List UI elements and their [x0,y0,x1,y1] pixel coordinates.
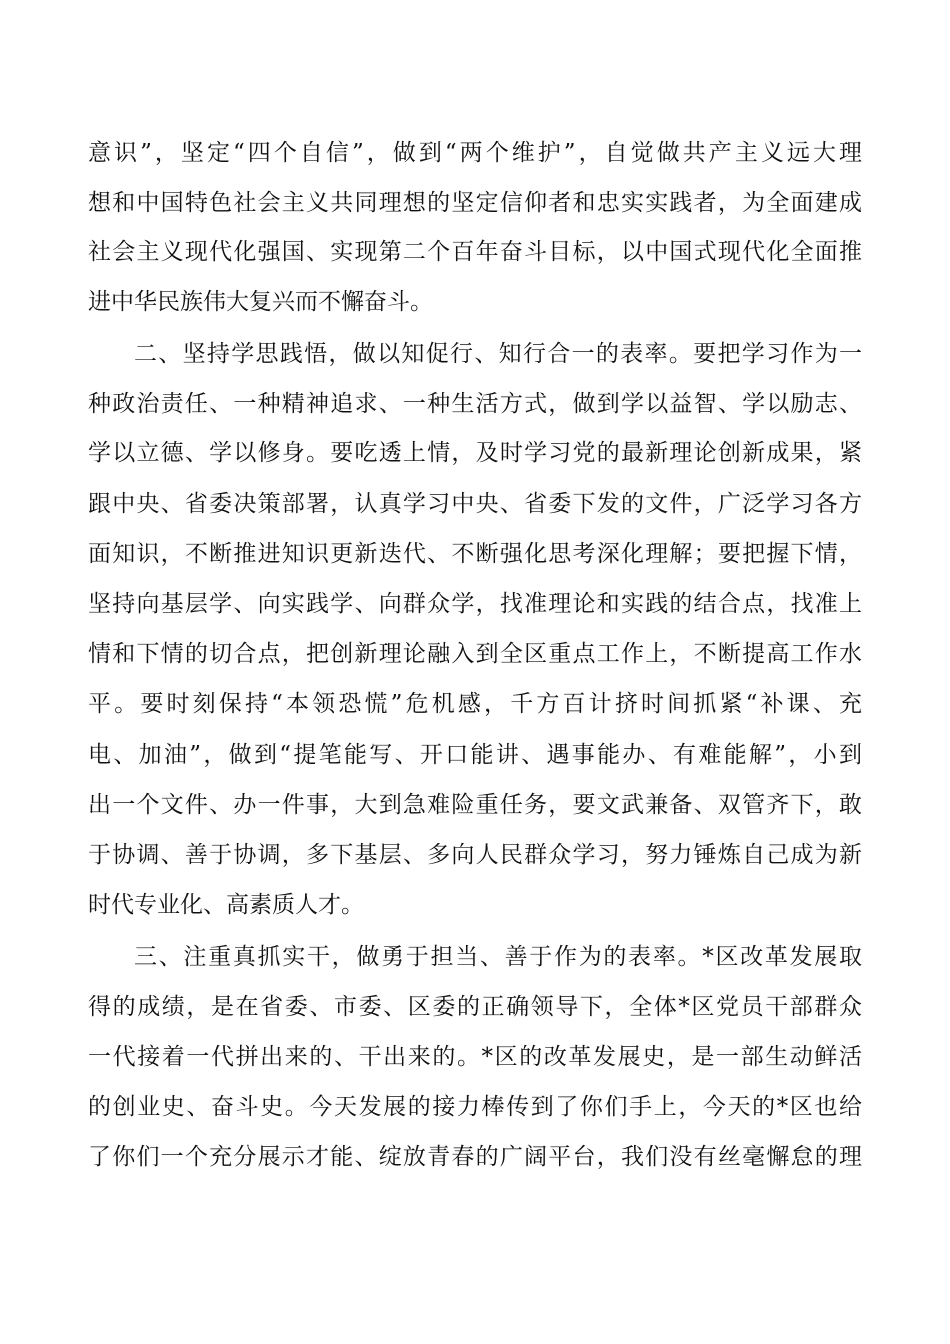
text-line: 电、加油”，做到“提笔能写、开口能讲、遇事能办、有难能解”，小到 [88,742,862,768]
text-line: 的创业史、奋斗史。今天发展的接力棒传到了你们手上，今天的*区也给 [88,1094,862,1120]
text-line: 种政治责任、一种精神追求、一种生活方式，做到学以益智、学以励志、 [88,391,862,417]
text-line: 一代接着一代拼出来的、干出来的。*区的改革发展史，是一部生动鲜活 [88,1044,862,1070]
text-line: 平。要时刻保持“本领恐慌”危机感，千方百计挤时间抓紧“补课、充 [88,691,862,717]
text-line: 意识”，坚定“四个自信”，做到“两个维护”，自觉做共产主义远大理 [88,140,862,166]
text-line: 坚持向基层学、向实践学、向群众学，找准理论和实践的结合点，找准上 [88,591,862,617]
text-line: 出一个文件、办一件事，大到急难险重任务，要文武兼备、双管齐下，敢 [88,792,862,818]
text-line: 面知识，不断推进知识更新迭代、不断强化思考深化理解；要把握下情， [88,541,862,567]
text-line: 学以立德、学以修身。要吃透上情，及时学习党的最新理论创新成果，紧 [88,440,862,466]
text-line: 社会主义现代化强国、实现第二个百年奋斗目标，以中国式现代化全面推 [88,239,862,265]
text-line: 于协调、善于协调，多下基层、多向人民群众学习，努力锤炼自己成为新 [88,842,862,868]
text-line: 时代专业化、高素质人才。 [88,892,364,918]
paragraph-heading-line: 二、坚持学思践悟，做以知促行、知行合一的表率。要把学习作为一 [134,341,862,367]
text-line: 了你们一个充分展示才能、绽放青春的广阔平台，我们没有丝毫懈怠的理 [88,1144,862,1170]
text-line: 想和中国特色社会主义共同理想的坚定信仰者和忠实实践者，为全面建成 [88,190,862,216]
paragraph-heading-line: 三、注重真抓实干，做勇于担当、善于作为的表率。*区改革发展取 [134,944,862,970]
text-line: 情和下情的切合点，把创新理论融入到全区重点工作上，不断提高工作水 [88,641,862,667]
text-line: 进中华民族伟大复兴而不懈奋斗。 [88,289,433,315]
text-line: 跟中央、省委决策部署，认真学习中央、省委下发的文件，广泛学习各方 [88,491,862,517]
text-line: 得的成绩，是在省委、市委、区委的正确领导下，全体*区党员干部群众 [88,994,862,1020]
